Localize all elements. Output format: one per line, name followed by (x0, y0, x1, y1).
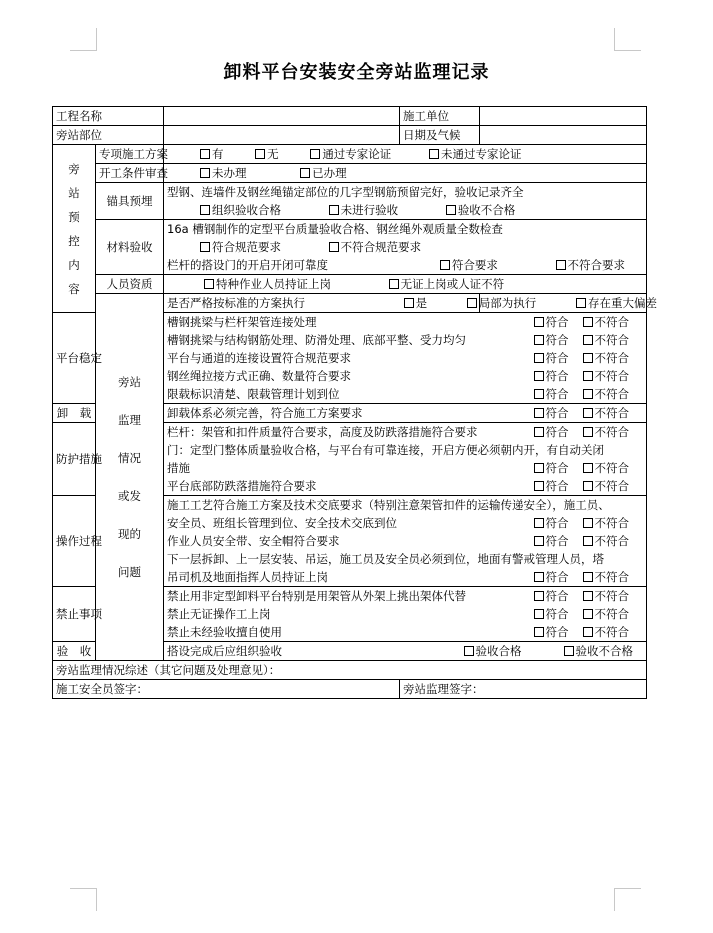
platform-item-3: 平台与通道的连接设置符合规范要求 符合 不符合 (164, 349, 647, 367)
operation-item-1b: 安全员、班组长管理到位、安全技术交底到位 符合 不符合 (164, 514, 647, 532)
nok-checkbox[interactable]: 不符合 (583, 624, 630, 641)
nok-checkbox[interactable]: 不符合 (583, 569, 630, 586)
checkbox-icon (534, 371, 544, 381)
checkbox-icon (310, 149, 320, 159)
checkbox-icon (534, 408, 544, 418)
crop-mark-bottom-right (614, 888, 641, 911)
checkbox-icon (556, 260, 566, 270)
plan-option-no[interactable]: 无 (255, 146, 279, 163)
pre-check-group-label (53, 145, 96, 313)
standard-label: 是否严格按标准的方案执行 (164, 294, 480, 313)
checkbox-icon (255, 149, 265, 159)
standard-option-partial[interactable]: 局部为执行 (467, 295, 537, 312)
checkbox-icon (467, 298, 477, 308)
supervisor-signature[interactable] (400, 680, 647, 699)
anchor-options (164, 201, 647, 220)
personnel-option-uncertified[interactable]: 无证上岗或人证不符 (389, 276, 505, 293)
checkbox-icon (534, 627, 544, 637)
nok-checkbox[interactable]: 不符合 (583, 515, 630, 532)
standard-row (53, 294, 647, 313)
operation-item-1a: 施工工艺符合施工方案及技术交底要求（特别注意架管扣件的运输传递安全），施工员、 (164, 496, 647, 515)
material-text-1: 16a 槽钢制作的定型平台质量验收合格、钢丝绳外观质量全数检查 (164, 220, 647, 239)
construction-unit-label: 施工单位 (400, 107, 480, 126)
checkbox-icon (583, 389, 593, 399)
supervisor-label: 旁站监理签字： (403, 681, 484, 696)
material-text-2-cell (164, 256, 647, 275)
plan-option-not-passed[interactable]: 未通过专家论证 (429, 146, 522, 163)
checkbox-icon (583, 609, 593, 619)
protection-item-3: 平台底部防跌落措施符合要求 符合 不符合 (164, 477, 647, 496)
checkbox-icon (583, 317, 593, 327)
platform-item-4: 钢丝绳拉接方式正确、数量符合要求 符合 不符合 (164, 367, 647, 385)
platform-item-2: 槽钢挑梁与结构钢筋处理、防滑处理、底部平整、受力均匀 符合 不符合 (164, 331, 647, 349)
checkbox-icon (583, 591, 593, 601)
personnel-row (53, 275, 647, 294)
checkbox-icon (583, 518, 593, 528)
ok-checkbox[interactable]: 符合 (534, 588, 569, 605)
start-review-option-done[interactable]: 已办理 (300, 165, 347, 182)
checkbox-icon (534, 536, 544, 546)
signature-row (53, 680, 647, 699)
nok-checkbox[interactable]: 不符合 (583, 350, 630, 367)
material-options-1 (164, 238, 647, 256)
checkbox-icon (200, 242, 210, 252)
page-title: 卸料平台安装安全旁站监理记录 (223, 62, 490, 83)
checkbox-icon (583, 353, 593, 363)
checkbox-icon (300, 168, 310, 178)
header-row-project (53, 107, 647, 126)
nok-checkbox[interactable]: 不符合 (583, 405, 630, 422)
nok-checkbox[interactable]: 不符合 (583, 478, 630, 495)
crop-mark-top-left (70, 28, 97, 51)
checkbox-icon (583, 572, 593, 582)
checkbox-icon (583, 481, 593, 491)
prohibited-item-3: 禁止未经验收擅自使用 符合 不符合 (164, 623, 647, 642)
operation-item-3b: 吊司机及地面指挥人员持证上岗 符合 不符合 (164, 568, 647, 587)
material-text-2: 栏杆的搭设门的开启开闭可靠度 (167, 257, 328, 272)
safety-officer-signature[interactable] (53, 680, 400, 699)
personnel-options (164, 275, 647, 294)
ok-checkbox[interactable]: 符合 (534, 478, 569, 495)
operation-label: 操作过程 (53, 496, 96, 587)
anchor-option-accepted[interactable]: 组织验收合格 (200, 202, 281, 219)
checkbox-icon (583, 627, 593, 637)
personnel-label: 人员资质 (96, 275, 164, 294)
checkbox-icon (534, 609, 544, 619)
checkbox-icon (329, 205, 339, 215)
unload-item: 卸载体系必须完善，符合施工方案要求 符合 不符合 (164, 404, 647, 423)
acceptance-label: 验 收 (53, 642, 96, 661)
checkbox-icon (200, 149, 210, 159)
nok-checkbox[interactable]: 不符合 (583, 424, 630, 441)
ok-checkbox[interactable]: 符合 (534, 515, 569, 532)
protection-item-2b: 措施 符合 不符合 (164, 459, 647, 477)
prohibited-item-2: 禁止无证操作工上岗 符合 不符合 (164, 605, 647, 623)
checkbox-icon (329, 242, 339, 252)
construction-unit-field[interactable] (480, 107, 647, 126)
platform-item-5: 限载标识清楚、限载管理计划到位 符合 不符合 (164, 385, 647, 404)
station-part-label: 旁站部位 (53, 126, 164, 145)
summary-area[interactable] (53, 661, 647, 680)
checkbox-icon (534, 353, 544, 363)
project-name-label: 工程名称 (53, 107, 164, 126)
crop-mark-top-right (614, 28, 641, 51)
nok-checkbox[interactable]: 不符合 (583, 314, 630, 331)
monitoring-group-text: 旁站监理情况或发现的问题 (118, 375, 141, 579)
platform-item-1: 槽钢挑梁与栏杆架管连接处理 符合 不符合 (164, 313, 647, 332)
platform-label: 平台稳定 (53, 313, 96, 404)
material-options-2 (426, 257, 643, 274)
railing-option-compliant[interactable]: 符合要求 (440, 257, 498, 274)
ok-checkbox[interactable]: 符合 (534, 405, 569, 422)
plan-row (53, 145, 647, 164)
checkbox-icon (404, 298, 414, 308)
checkbox-icon (429, 149, 439, 159)
checkbox-icon (200, 205, 210, 215)
checkbox-icon (204, 279, 214, 289)
nok-checkbox[interactable]: 不符合 (583, 460, 630, 477)
unload-label: 卸 载 (53, 404, 96, 423)
start-review-options (164, 164, 647, 183)
checkbox-icon (583, 371, 593, 381)
checkbox-icon (200, 168, 210, 178)
material-option-compliant[interactable]: 符合规范要求 (200, 239, 281, 256)
railing-option-noncompliant[interactable]: 不符合要求 (556, 257, 626, 274)
checkbox-icon (534, 481, 544, 491)
checkbox-icon (583, 408, 593, 418)
checkbox-icon (583, 427, 593, 437)
prohibited-label: 禁止事项 (53, 587, 96, 642)
summary-label: 旁站监理情况综述（其它问题及处理意见）： (56, 662, 281, 677)
monitoring-group-label (96, 294, 164, 661)
checkbox-icon (534, 591, 544, 601)
checkbox-icon (534, 427, 544, 437)
protection-item-1: 栏杆：架管和扣件质量符合要求，高度及防跌落措施符合要求 符合 不符合 (164, 423, 647, 442)
checkbox-icon (534, 463, 544, 473)
checkbox-icon (583, 536, 593, 546)
checkbox-icon (564, 646, 574, 656)
header-row-part (53, 126, 647, 145)
checkbox-icon (583, 463, 593, 473)
plan-option-passed[interactable]: 通过专家论证 (310, 146, 391, 163)
plan-options (164, 145, 647, 164)
start-review-row (53, 164, 647, 183)
operation-item-3a: 下一层拆卸、上一层安装、吊运，施工员及安全员必须到位，地面有警戒管理人员，塔 (164, 550, 647, 568)
start-review-option-not-done[interactable]: 未办理 (200, 165, 247, 182)
nok-checkbox[interactable]: 不符合 (583, 368, 630, 385)
protection-label: 防护措施 (53, 423, 96, 496)
protection-item-2a: 门：定型门整体质量验收合格，与平台有可靠连接，开启方便必须朝内开，有自动关闭 (164, 441, 647, 459)
ok-checkbox[interactable]: 符合 (534, 332, 569, 349)
start-review-label: 开工条件审查 (96, 164, 164, 183)
acceptance-option-failed[interactable]: 验收不合格 (564, 643, 634, 660)
acceptance-option-passed[interactable]: 验收合格 (464, 643, 522, 660)
crop-mark-bottom-left (70, 888, 97, 911)
nok-checkbox[interactable]: 不符合 (583, 533, 630, 550)
station-part-field[interactable] (164, 126, 400, 145)
checkbox-icon (389, 279, 399, 289)
safety-officer-label: 施工安全员签字： (56, 681, 148, 696)
date-weather-field[interactable] (480, 126, 647, 145)
checkbox-icon (440, 260, 450, 270)
personnel-option-certified[interactable]: 特种作业人员持证上岗 (204, 276, 331, 293)
ok-checkbox[interactable]: 符合 (534, 533, 569, 550)
checkbox-icon (534, 335, 544, 345)
standard-options (415, 294, 657, 313)
date-weather-label: 日期及气候 (400, 126, 480, 145)
operation-item-2: 作业人员安全带、安全帽符合要求 符合 不符合 (164, 532, 647, 550)
ok-checkbox[interactable]: 符合 (534, 314, 569, 331)
prohibited-item-1: 禁止用非定型卸料平台特别是用架管从外架上挑出架体代替 符合 不符合 (164, 587, 647, 606)
record-table (52, 106, 657, 699)
anchor-label: 锚具预埋 (96, 183, 164, 220)
checkbox-icon (534, 389, 544, 399)
material-row-1 (53, 220, 647, 239)
checkbox-icon (464, 646, 474, 656)
nok-checkbox[interactable]: 不符合 (583, 588, 630, 605)
nok-checkbox[interactable]: 不符合 (583, 606, 630, 623)
ok-checkbox[interactable]: 符合 (534, 569, 569, 586)
ok-checkbox[interactable]: 符合 (534, 386, 569, 403)
checkbox-icon (583, 335, 593, 345)
anchor-option-not-accepted[interactable]: 未进行验收 (329, 202, 399, 219)
acceptance-item: 搭设完成后应组织验收 验收合格 验收不合格 (164, 642, 647, 661)
summary-row (53, 661, 647, 680)
ok-checkbox[interactable]: 符合 (534, 624, 569, 641)
plan-label: 专项施工方案 (96, 145, 164, 164)
ok-checkbox[interactable]: 符合 (534, 350, 569, 367)
ok-checkbox[interactable]: 符合 (534, 606, 569, 623)
anchor-text: 型钢、连墙件及钢丝绳锚定部位的几字型钢筋预留完好，验收记录齐全 (164, 183, 647, 202)
nok-checkbox[interactable]: 不符合 (583, 386, 630, 403)
anchor-row-1 (53, 183, 647, 202)
checkbox-icon (534, 317, 544, 327)
anchor-option-failed[interactable]: 验收不合格 (446, 202, 516, 219)
ok-checkbox[interactable]: 符合 (534, 460, 569, 477)
checkbox-icon (534, 572, 544, 582)
project-name-field[interactable] (164, 107, 400, 126)
plan-option-yes[interactable]: 有 (200, 146, 224, 163)
nok-checkbox[interactable]: 不符合 (583, 332, 630, 349)
checkbox-icon (534, 518, 544, 528)
material-option-noncompliant[interactable]: 不符合规范要求 (329, 239, 422, 256)
checkbox-icon (576, 298, 586, 308)
standard-option-yes[interactable]: 是 (404, 295, 428, 312)
material-label: 材料验收 (96, 220, 164, 275)
pre-check-group-text: 旁站预控内容 (68, 161, 80, 296)
ok-checkbox[interactable]: 符合 (534, 368, 569, 385)
ok-checkbox[interactable]: 符合 (534, 424, 569, 441)
checkbox-icon (446, 205, 456, 215)
standard-option-deviation[interactable]: 存在重大偏差 (576, 295, 657, 312)
